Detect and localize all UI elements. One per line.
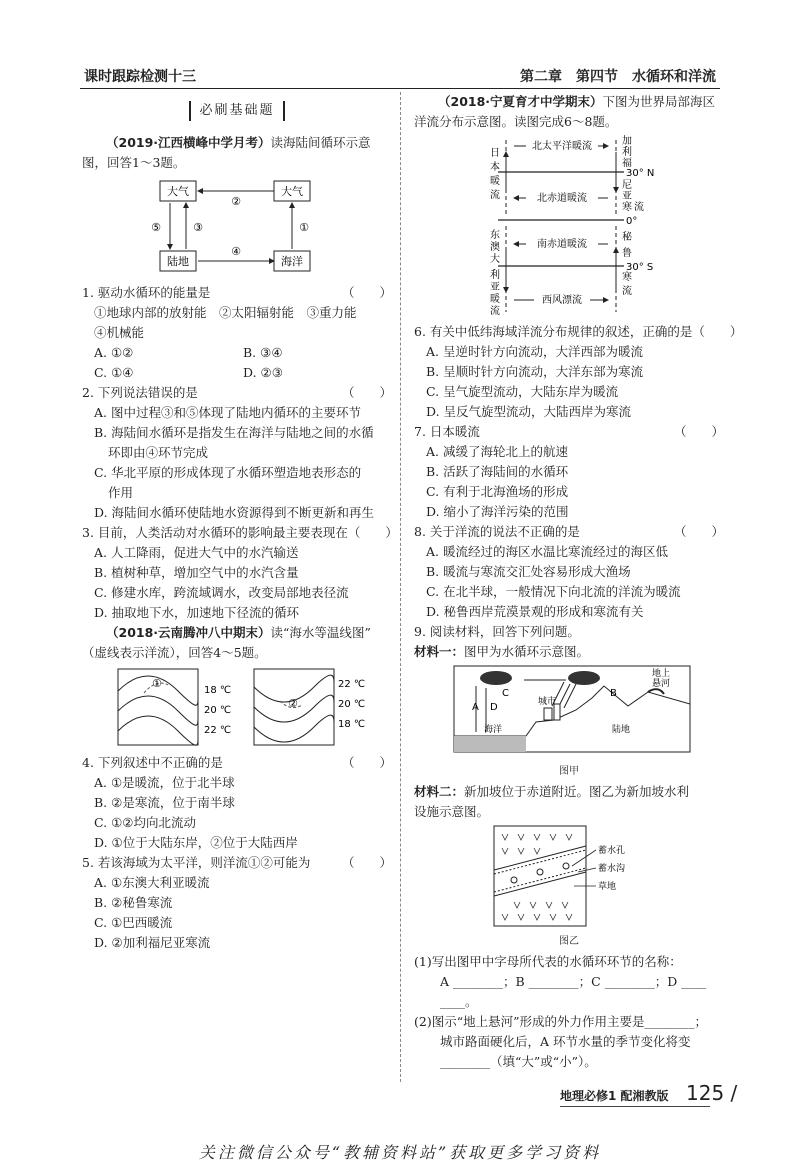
q2-a: A. 图中过程③和⑤体现了陆地内循环的主要环节 [94, 405, 361, 420]
q8-b: B. 暖流与寒流交汇处容易形成大渔场 [426, 564, 631, 579]
west-wind-drift: 西风漂流 [542, 295, 582, 306]
box-ocean: 海洋 [281, 255, 303, 268]
north-equatorial-current: 北赤道暖流 [537, 193, 587, 204]
water-cycle-box-figure [82, 173, 392, 283]
q8-stem: 8. 关于洋流的说法不正确的是 （ ） [414, 524, 724, 539]
label-5: ⑤ [151, 221, 161, 234]
temp-r2: 20 ℃ [338, 699, 366, 710]
q8-c: C. 在北半球，一般情况下向北流的洋流为暖流 [426, 584, 681, 599]
calif-c6: 流 [634, 202, 644, 213]
watermark-text: 关注微信公众号“教辅资料站”获取更多学习资料 [198, 1143, 602, 1162]
sub-q1-blanks-cont: ____。 [440, 994, 478, 1009]
label-4: ④ [231, 245, 241, 258]
lat-0: 0° [626, 216, 638, 227]
section-title: 必刷基础题 [82, 100, 392, 121]
isotherm-figure [82, 663, 392, 753]
north-pacific-current: 北太平洋暖流 [532, 141, 592, 152]
q2-d: D. 海陆间水循环使陆地水资源得到不断更新和再生 [94, 505, 375, 520]
q6-stem: 6. 有关中低纬海域洋流分布规律的叙述，正确的是 （ ） [414, 324, 743, 339]
box-atm-right: 大气 [281, 185, 303, 198]
source-2: （2018·云南腾冲八中期末）读“海水等温线图” [106, 625, 371, 640]
q8-a: A. 暖流经过的海区水温比寒流经过的海区低 [426, 544, 668, 559]
figure-yi-caption: 图乙 [559, 936, 579, 947]
source-3-cont: 洋流分布示意图。读图完成6～8题。 [414, 114, 618, 129]
land-label: 陆地 [612, 725, 631, 735]
eaus-c2: 大 [490, 254, 500, 265]
water-cycle-scene-figure [414, 662, 724, 762]
lat-30n: 30° N [626, 168, 655, 179]
footer-rule [560, 1106, 710, 1107]
q6-c: C. 呈气旋型流动，大陆东岸为暖流 [426, 384, 619, 399]
q5-stem: 5. 若该海域为太平洋，则洋流①②可能为 （ ） [82, 855, 392, 870]
japan-c3: 流 [490, 190, 500, 201]
q5-d: D. ②加利福尼亚寒流 [94, 935, 211, 950]
japan-c2: 暖 [490, 176, 500, 187]
label-c: C [502, 688, 509, 699]
q2-stem: 2. 下列说法错误的是 （ ） [82, 385, 392, 400]
q1-cd: C. ①④ D. ②③ [94, 365, 283, 380]
q3-b: B. 植树种草，增加空气中的水汽含量 [94, 565, 299, 580]
label-a: A [472, 702, 479, 713]
header-rule [80, 88, 720, 89]
q7-a: A. 减缓了海轮北上的航速 [426, 444, 568, 459]
calif-c3: 尼 [622, 180, 632, 191]
japan-c0: 日 [490, 148, 500, 159]
q5-b: B. ②秘鲁寒流 [94, 895, 173, 910]
q2-b-cont: 环即由④环节完成 [108, 445, 209, 460]
box-land: 陆地 [167, 255, 189, 268]
label-2: ② [231, 195, 241, 208]
q7-d: D. 缩小了海洋污染的范围 [426, 504, 569, 519]
q7-stem: 7. 日本暖流 （ ） [414, 424, 724, 439]
q4-b: B. ②是寒流，位于南半球 [94, 795, 235, 810]
material-2: 材料二：新加坡位于赤道附近。图乙为新加坡水利 [414, 784, 690, 799]
q3-stem: 3. 目前，人类活动对水循环的影响最主要表现在 （ ） [82, 525, 398, 540]
q1-stem: 1. 驱动水循环的能量是 （ ） [82, 285, 392, 300]
calif-c2: 福 [622, 158, 632, 169]
material-1: 材料一：图甲为水循环示意图。 [414, 644, 590, 659]
q6-d: D. 呈反气旋型流动，大陆西岸为寒流 [426, 404, 632, 419]
q1-options-1: ①地球内部的放射能 ②太阳辐射能 ③重力能 [94, 305, 357, 320]
label-1: ① [299, 221, 309, 234]
source-1: （2019·江西横峰中学月考）读海陆间循环示意 [106, 135, 371, 150]
q5-c: C. ①巴西暖流 [94, 915, 173, 930]
q4-a: A. ①是暖流，位于北半球 [94, 775, 235, 790]
eaus-c4: 亚 [490, 282, 500, 293]
temp-r1: 22 ℃ [338, 679, 366, 690]
drainage-figure [414, 822, 724, 932]
label-3: ③ [193, 221, 203, 234]
temp-l3: 22 ℃ [204, 725, 232, 736]
q1-options-2: ④机械能 [94, 325, 145, 340]
lat-30s: 30° S [626, 262, 654, 273]
temp-l1: 18 ℃ [204, 685, 232, 696]
q4-d: D. ①位于大陆东岸，②位于大陆西岸 [94, 835, 298, 850]
q9-stem: 9. 阅读材料，回答下列问题。 [414, 624, 580, 639]
japan-c1: 本 [490, 162, 500, 173]
legend-grass: 草地 [598, 882, 617, 892]
eaus-c3: 利 [490, 270, 500, 281]
south-equatorial-current: 南赤道暖流 [537, 239, 587, 250]
q7-b: B. 活跃了海陆间的水循环 [426, 464, 569, 479]
material-2-cont: 设施示意图。 [414, 804, 490, 819]
box-atm-left: 大气 [167, 185, 189, 198]
label-d: D [490, 702, 498, 713]
temp-l2: 20 ℃ [204, 705, 232, 716]
calif-c4: 亚 [622, 191, 632, 202]
peru-c0: 秘 [622, 232, 632, 243]
source-1-cont: 图，回答1～3题。 [82, 155, 186, 170]
q3-d: D. 抽取地下水，加速地下径流的循环 [94, 605, 300, 620]
q5-a: A. ①东澳大利亚暖流 [94, 875, 210, 890]
sub-q2-cont: 城市路面硬化后，A 环节水量的季节变化将变 [440, 1034, 691, 1049]
header-right: 第二章 第四节 水循环和洋流 [520, 69, 716, 85]
current-2: ② [288, 697, 298, 710]
temp-r3: 18 ℃ [338, 719, 366, 730]
calif-c5: 寒 [622, 202, 632, 213]
left-column [82, 92, 398, 953]
eaus-c1: 澳 [490, 242, 500, 253]
column-divider [400, 92, 401, 1082]
calif-c0: 加 [622, 136, 632, 147]
figure-jia-caption: 图甲 [559, 766, 579, 777]
q3-c: C. 修建水库，跨流域调水，改变局部地表径流 [94, 585, 349, 600]
ocean-current-figure [414, 132, 724, 322]
source-3: （2018·宁夏育才中学期末）下图为世界局部海区 [438, 94, 716, 109]
peru-c3: 流 [622, 286, 632, 297]
river-label-2: 悬河 [652, 679, 671, 689]
sub-q1-blanks: A ________；B ________；C ________；D ____ [440, 974, 707, 989]
eaus-c5: 暖 [490, 294, 500, 305]
q6-a: A. 呈逆时针方向流动，大洋西部为暖流 [426, 344, 643, 359]
q2-c-cont: 作用 [108, 485, 134, 500]
river-label-1: 地上 [652, 669, 671, 679]
sub-q2: (2)图示“地上悬河”形成的外力作用主要是________； [414, 1014, 707, 1029]
page-number: 125 / [686, 1081, 738, 1105]
q3-a: A. 人工降雨，促进大气中的水汽输送 [94, 545, 299, 560]
label-b: B [610, 688, 617, 699]
current-1: ① [152, 677, 162, 690]
ocean-label: 海洋 [484, 725, 503, 735]
q1-ab: A. ①② B. ③④ [94, 345, 283, 360]
q6-b: B. 呈顺时针方向流动，大洋东部为寒流 [426, 364, 644, 379]
city-label: 城市 [538, 697, 557, 707]
source-2-cont: （虚线表示洋流），回答4～5题。 [82, 645, 267, 660]
peru-c1: 鲁 [622, 248, 632, 259]
calif-c1: 利 [622, 147, 632, 158]
eaus-c6: 流 [490, 306, 500, 317]
sub-q1: (1)写出图甲中字母所代表的水循环环节的名称： [414, 954, 682, 969]
legend-ditch: 蓄水沟 [598, 864, 626, 874]
q4-stem: 4. 下列叙述中不正确的是 （ ） [82, 755, 392, 770]
book-badge: 地理必修1 配湘教版 [560, 1089, 669, 1103]
q2-c: C. 华北平原的形成体现了水循环塑造地表形态的 [94, 465, 362, 480]
eaus-c0: 东 [490, 230, 500, 241]
q2-b: B. 海陆间水循环是指发生在海洋与陆地之间的水循 [94, 425, 374, 440]
legend-hole: 蓄水孔 [598, 846, 626, 856]
header-left: 课时跟踪检测十三 [84, 69, 196, 85]
q8-d: D. 秘鲁西岸荒漠景观的形成和寒流有关 [426, 604, 644, 619]
right-column [414, 92, 743, 1072]
q4-c: C. ①②均向北流动 [94, 815, 196, 830]
peru-c2: 寒 [622, 272, 632, 283]
sub-q2-cont-2: ________（填“大”或“小”）。 [440, 1054, 597, 1069]
q7-c: C. 有利于北海渔场的形成 [426, 484, 569, 499]
